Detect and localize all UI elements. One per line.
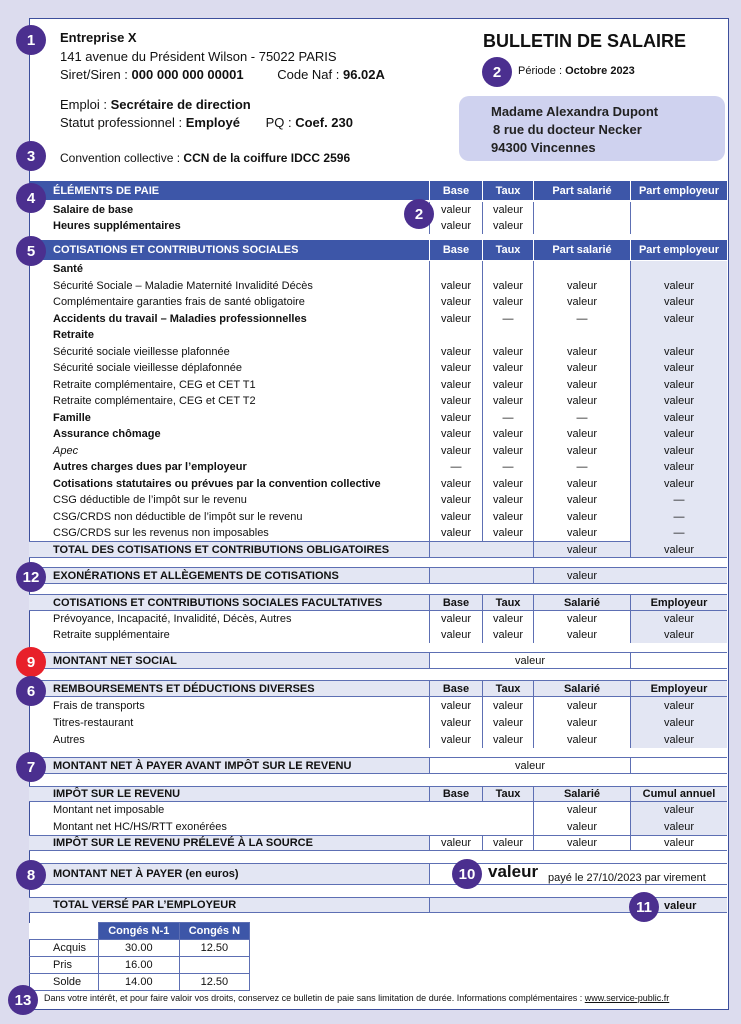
cotis-title: COTISATIONS ET CONTRIBUTIONS SOCIALES [53, 244, 299, 256]
cell-employeur: valeur [630, 360, 727, 377]
cell-taux: valeur [482, 344, 533, 361]
cell-taux: valeur [482, 377, 533, 394]
cell-base [429, 261, 482, 278]
net-social-value: valeur [429, 653, 630, 668]
exo-empty [429, 568, 533, 583]
cotis-row [29, 525, 727, 542]
cotis-row [29, 410, 727, 427]
cell-employeur: valeur [630, 476, 727, 493]
row-label: Retraite supplémentaire [53, 629, 170, 641]
cell-salarie: — [533, 459, 630, 476]
cell-base: valeur [429, 278, 482, 295]
cell-base: valeur [429, 410, 482, 427]
employer-ids [60, 67, 385, 82]
naf-label: Code Naf : [277, 67, 343, 82]
net-avant-impot-label: MONTANT NET À PAYER AVANT IMPÔT SUR LE REVENU [53, 759, 352, 772]
employee-name: Madame Alexandra Dupont [491, 104, 659, 119]
cell-employeur: valeur [630, 344, 727, 361]
conges-row-label: Acquis [29, 940, 98, 957]
cell-base: valeur [429, 509, 482, 526]
col-salarie: Salarié [533, 787, 630, 801]
conges-row [29, 940, 250, 957]
cell-employeur: valeur [630, 377, 727, 394]
cell-salarie [533, 327, 630, 344]
cell-taux: valeur [482, 476, 533, 493]
cell-taux: valeur [482, 611, 533, 627]
impot-source-row [29, 835, 727, 851]
col-employeur: Employeur [630, 681, 727, 696]
row-label: Prévoyance, Incapacité, Invalidité, Décès, Autres [53, 613, 292, 625]
conges-value [179, 957, 249, 974]
cell-taux [482, 261, 533, 278]
net-payer-value: valeur [488, 862, 539, 881]
pq-value: Coef. 230 [295, 115, 353, 130]
cotis-row [29, 327, 727, 344]
cell-employeur [630, 202, 727, 218]
cotis-header [29, 240, 727, 260]
cotis-row [29, 377, 727, 394]
cell-taux: valeur [482, 426, 533, 443]
cell-base: — [429, 459, 482, 476]
badge-3: 3 [16, 141, 46, 171]
employee-city: 94300 Vincennes [491, 140, 596, 155]
cell-salarie: valeur [533, 802, 630, 819]
impot-title: IMPÔT SUR LE REVENU [53, 788, 181, 800]
cell-taux: valeur [482, 697, 533, 714]
row-label: Santé [53, 263, 83, 276]
cell-base: valeur [429, 443, 482, 460]
badge-8: 8 [16, 860, 46, 890]
cell-salarie: valeur [533, 492, 630, 509]
cotis-row [29, 278, 727, 295]
cell-base [429, 802, 482, 819]
exonerations-label: EXONÉRATIONS ET ALLÈGEMENTS DE COTISATIONS [53, 569, 339, 582]
badge-2: 2 [482, 57, 512, 87]
cell-base: valeur [429, 697, 482, 714]
employee-street: 8 rue du docteur Necker [493, 122, 642, 137]
cell-taux [482, 819, 533, 836]
badge-11: 11 [629, 892, 659, 922]
conges-header-row [29, 923, 250, 940]
document-title: BULLETIN DE SALAIRE [483, 31, 687, 51]
cell-salarie [533, 261, 630, 278]
badge-7: 7 [16, 752, 46, 782]
cell-employeur [630, 218, 727, 234]
cell-taux: valeur [482, 525, 533, 542]
cell-employeur: valeur [630, 697, 727, 714]
cell-taux: valeur [482, 627, 533, 643]
cotis-row [29, 360, 727, 377]
cell-taux: valeur [482, 278, 533, 295]
emploi-label: Emploi : [60, 97, 111, 112]
cell-taux: valeur [482, 360, 533, 377]
employee-address-box [459, 96, 725, 161]
rembours-title: REMBOURSEMENTS ET DÉDUCTIONS DIVERSES [53, 682, 315, 695]
col-salarie: Salarié [533, 595, 630, 610]
cell-base: valeur [429, 360, 482, 377]
col-base: Base [429, 787, 482, 801]
cell-base: valeur [429, 311, 482, 328]
cell-employeur: — [630, 492, 727, 509]
impot-source-label: IMPÔT SUR LE REVENU PRÉLEVÉ À LA SOURCE [53, 837, 313, 849]
conges-col-n: Congés N [179, 923, 249, 940]
facult-title: COTISATIONS ET CONTRIBUTIONS SOCIALES FACULTATIVES [53, 596, 383, 609]
cell-salarie: valeur [533, 627, 630, 643]
total-verse-label: TOTAL VERSÉ PAR L’EMPLOYEUR [53, 899, 237, 911]
cell-base: valeur [429, 714, 482, 731]
cell-taux: valeur [482, 492, 533, 509]
col-cumul: Cumul annuel [630, 787, 727, 801]
row-label: Frais de transports [53, 699, 145, 712]
conges-row [29, 974, 250, 991]
row-label: CSG/CRDS non déductible de l’impôt sur le revenu [53, 510, 303, 523]
cell-base: valeur [429, 393, 482, 410]
row-label: Retraite complémentaire, CEG et CET T1 [53, 378, 256, 391]
cell-base: valeur [429, 627, 482, 643]
cell-salarie [533, 202, 630, 218]
cell-salarie: valeur [533, 731, 630, 748]
row-label: CSG/CRDS sur les revenus non imposables [53, 527, 269, 540]
cell-employeur: valeur [630, 311, 727, 328]
cotis-row [29, 459, 727, 476]
cell-base: valeur [429, 731, 482, 748]
row-label: Montant net HC/HS/RTT exonérées [53, 820, 227, 833]
row-label: Retraite complémentaire, CEG et CET T2 [53, 395, 256, 408]
cotis-row [29, 344, 727, 361]
cell-salarie: valeur [533, 344, 630, 361]
cell-taux: — [482, 311, 533, 328]
impot-source-cumul: valeur [630, 836, 727, 850]
cotis-row [29, 476, 727, 493]
convention-label: Convention collective : [60, 151, 184, 165]
cell-salarie: valeur [533, 476, 630, 493]
net-avant-impot-value: valeur [429, 758, 630, 773]
cell-base: valeur [429, 202, 482, 218]
conges-table [29, 922, 250, 991]
rembours-header [29, 680, 727, 697]
cell-taux: valeur [482, 509, 533, 526]
footer-notice: Dans votre intérêt, et pour faire valoir vos droits, conservez ce bulletin de paie sans limitation de durée. Informations complémentaires : [44, 993, 585, 1003]
cell-employeur: valeur [630, 731, 727, 748]
col-employeur: Employeur [630, 595, 727, 610]
row-label: Sécurité sociale vieillesse déplafonnée [53, 362, 242, 375]
row-label: Heures supplémentaires [53, 220, 181, 232]
cell-base [429, 327, 482, 344]
badge-2b: 2 [404, 199, 434, 229]
cotis-row [29, 509, 727, 526]
conges-value: 30.00 [98, 940, 179, 957]
cell-salarie: valeur [533, 377, 630, 394]
row-label: Montant net imposable [53, 804, 165, 817]
employer-name: Entreprise X [60, 30, 137, 45]
cell-taux: valeur [482, 443, 533, 460]
row-label: Assurance chômage [53, 428, 161, 441]
badge-4: 4 [16, 183, 46, 213]
net-social-row [29, 652, 727, 669]
net-avant-impot-row [29, 757, 727, 774]
col-taux: Taux [482, 787, 533, 801]
cotis-row [29, 426, 727, 443]
col-part-salarie: Part salarié [533, 181, 630, 200]
cell-base [429, 819, 482, 836]
cell-employeur: valeur [630, 459, 727, 476]
cell-employeur: valeur [630, 443, 727, 460]
cell-employeur: valeur [630, 714, 727, 731]
col-base: Base [429, 240, 482, 260]
cell-salarie: valeur [533, 294, 630, 311]
col-salarie: Salarié [533, 681, 630, 696]
period-line [518, 65, 635, 77]
statut-line [60, 115, 353, 130]
badge-9: 9 [16, 647, 46, 677]
row-label: Accidents du travail – Maladies professionnelles [53, 312, 307, 325]
cell-base: valeur [429, 525, 482, 542]
badge-10: 10 [452, 859, 482, 889]
cell-base: valeur [429, 426, 482, 443]
total-cotis-empty [429, 542, 533, 557]
exo-employeur [630, 568, 727, 583]
col-base: Base [429, 681, 482, 696]
cell-salarie: valeur [533, 509, 630, 526]
cell-taux: — [482, 410, 533, 427]
cell-base: valeur [429, 611, 482, 627]
footer-text [44, 993, 669, 1003]
badge-1: 1 [16, 25, 46, 55]
net-payer-label: MONTANT NET À PAYER (en euros) [53, 868, 239, 880]
conges-corner [29, 923, 98, 940]
employer-address: 141 avenue du Président Wilson - 75022 PARIS [60, 49, 337, 64]
total-cotis-employeur: valeur [630, 542, 727, 557]
service-public-link[interactable]: www.service-public.fr [584, 993, 670, 1003]
impot-source-salarie: valeur [533, 836, 630, 850]
cotis-row [29, 492, 727, 509]
col-taux: Taux [482, 595, 533, 610]
net-avant-empty [630, 758, 727, 773]
paie-title: ÉLÉMENTS DE PAIE [53, 184, 160, 197]
conges-value: 14.00 [98, 974, 179, 991]
cotis-row [29, 294, 727, 311]
pq-label: PQ : [265, 115, 296, 130]
row-label: Autres [53, 733, 85, 746]
conges-value: 16.00 [98, 957, 179, 974]
cell-base: valeur [429, 377, 482, 394]
total-verse-value: valeur [664, 900, 697, 912]
net-social-empty [630, 653, 727, 668]
row-label: Titres-restaurant [53, 716, 134, 729]
facult-row [29, 611, 727, 627]
cell-salarie: valeur [533, 278, 630, 295]
cell-employeur: valeur [630, 627, 727, 643]
paie-row [29, 218, 727, 234]
badge-12: 12 [16, 562, 46, 592]
period-label: Période : [518, 65, 566, 77]
cell-salarie: valeur [533, 426, 630, 443]
cell-taux: valeur [482, 393, 533, 410]
siret-value: 000 000 000 00001 [131, 67, 244, 82]
impot-row [29, 819, 727, 836]
cell-taux: valeur [482, 202, 533, 218]
badge-6: 6 [16, 676, 46, 706]
job-line [60, 97, 251, 112]
badge-13: 13 [8, 985, 38, 1015]
col-taux: Taux [482, 181, 533, 200]
col-part-salarie: Part salarié [533, 240, 630, 260]
col-taux: Taux [482, 240, 533, 260]
col-base: Base [429, 181, 482, 200]
net-payer-note: payé le 27/10/2023 par virement [548, 872, 706, 884]
conges-row [29, 957, 250, 974]
exonerations-row [29, 567, 727, 584]
impot-source-base: valeur [429, 836, 482, 850]
row-label: Autres charges dues par l’employeur [53, 461, 247, 474]
convention-value: CCN de la coiffure IDCC 2596 [183, 151, 351, 165]
rembours-row [29, 731, 727, 748]
row-label: Cotisations statutaires ou prévues par la convention collective [53, 477, 381, 490]
cell-taux [482, 327, 533, 344]
cell-salarie: valeur [533, 611, 630, 627]
cell-salarie: — [533, 410, 630, 427]
cell-base: valeur [429, 294, 482, 311]
row-label: Famille [53, 411, 91, 424]
convention-line [60, 151, 350, 165]
cell-employeur: valeur [630, 819, 727, 836]
cell-employeur: — [630, 525, 727, 542]
col-part-employeur: Part employeur [630, 181, 727, 200]
cell-base: valeur [429, 492, 482, 509]
row-label: CSG déductible de l’impôt sur le revenu [53, 494, 247, 507]
cotis-row [29, 311, 727, 328]
conges-value: 12.50 [179, 940, 249, 957]
cotis-row [29, 443, 727, 460]
row-label: Complémentaire garanties frais de santé obligatoire [53, 296, 305, 309]
cell-salarie: — [533, 311, 630, 328]
exo-salarie: valeur [533, 568, 630, 583]
conges-col-n1: Congés N-1 [98, 923, 179, 940]
cell-employeur: valeur [630, 278, 727, 295]
conges-row-label: Pris [29, 957, 98, 974]
cell-employeur [630, 327, 727, 344]
conges-value: 12.50 [179, 974, 249, 991]
cell-employeur: valeur [630, 611, 727, 627]
col-part-employeur: Part employeur [630, 240, 727, 260]
cell-employeur: valeur [630, 393, 727, 410]
cell-taux: valeur [482, 294, 533, 311]
siret-label: Siret/Siren : [60, 67, 132, 82]
cell-base: valeur [429, 218, 482, 234]
cell-employeur [630, 261, 727, 278]
period-value: Octobre 2023 [565, 65, 635, 77]
cell-employeur: — [630, 509, 727, 526]
cell-employeur: valeur [630, 802, 727, 819]
cell-salarie: valeur [533, 819, 630, 836]
cell-salarie: valeur [533, 393, 630, 410]
facult-row [29, 627, 727, 643]
cell-salarie: valeur [533, 360, 630, 377]
row-label: Retraite [53, 329, 94, 342]
statut-value: Employé [185, 115, 240, 130]
rembours-row [29, 697, 727, 714]
total-cotisations-row [29, 541, 727, 558]
total-verse-row [29, 897, 727, 913]
row-label: Sécurité Sociale – Maladie Maternité Invalidité Décès [53, 279, 313, 292]
total-cotis-salarie: valeur [533, 542, 630, 557]
conges-row-label: Solde [29, 974, 98, 991]
cell-taux: valeur [482, 731, 533, 748]
total-cotisations-label: TOTAL DES COTISATIONS ET CONTRIBUTIONS OBLIGATOIRES [53, 543, 390, 556]
col-taux: Taux [482, 681, 533, 696]
row-label: Salaire de base [53, 204, 134, 216]
col-base: Base [429, 595, 482, 610]
cell-salarie: valeur [533, 714, 630, 731]
cell-taux [482, 802, 533, 819]
statut-label: Statut professionnel : [60, 115, 186, 130]
cell-base: valeur [429, 476, 482, 493]
impot-source-taux: valeur [482, 836, 533, 850]
cell-salarie: valeur [533, 525, 630, 542]
row-label: Apec [53, 444, 79, 457]
cell-employeur: valeur [630, 294, 727, 311]
facult-header [29, 594, 727, 611]
impot-row [29, 802, 727, 819]
impot-header [29, 786, 727, 802]
cell-base: valeur [429, 344, 482, 361]
emploi-value: Secrétaire de direction [110, 97, 251, 112]
naf-value: 96.02A [342, 67, 385, 82]
cell-taux: valeur [482, 218, 533, 234]
paie-header [29, 181, 727, 200]
cotis-row [29, 261, 727, 278]
badge-5: 5 [16, 236, 46, 266]
row-label: Sécurité sociale vieillesse plafonnée [53, 345, 230, 358]
cell-employeur: valeur [630, 410, 727, 427]
cell-salarie: valeur [533, 443, 630, 460]
cell-salarie [533, 218, 630, 234]
cell-salarie: valeur [533, 697, 630, 714]
cell-employeur: valeur [630, 426, 727, 443]
net-social-label: MONTANT NET SOCIAL [53, 654, 177, 667]
cotis-row [29, 393, 727, 410]
cell-taux: valeur [482, 714, 533, 731]
rembours-row [29, 714, 727, 731]
paie-row [29, 202, 727, 218]
cell-taux: — [482, 459, 533, 476]
